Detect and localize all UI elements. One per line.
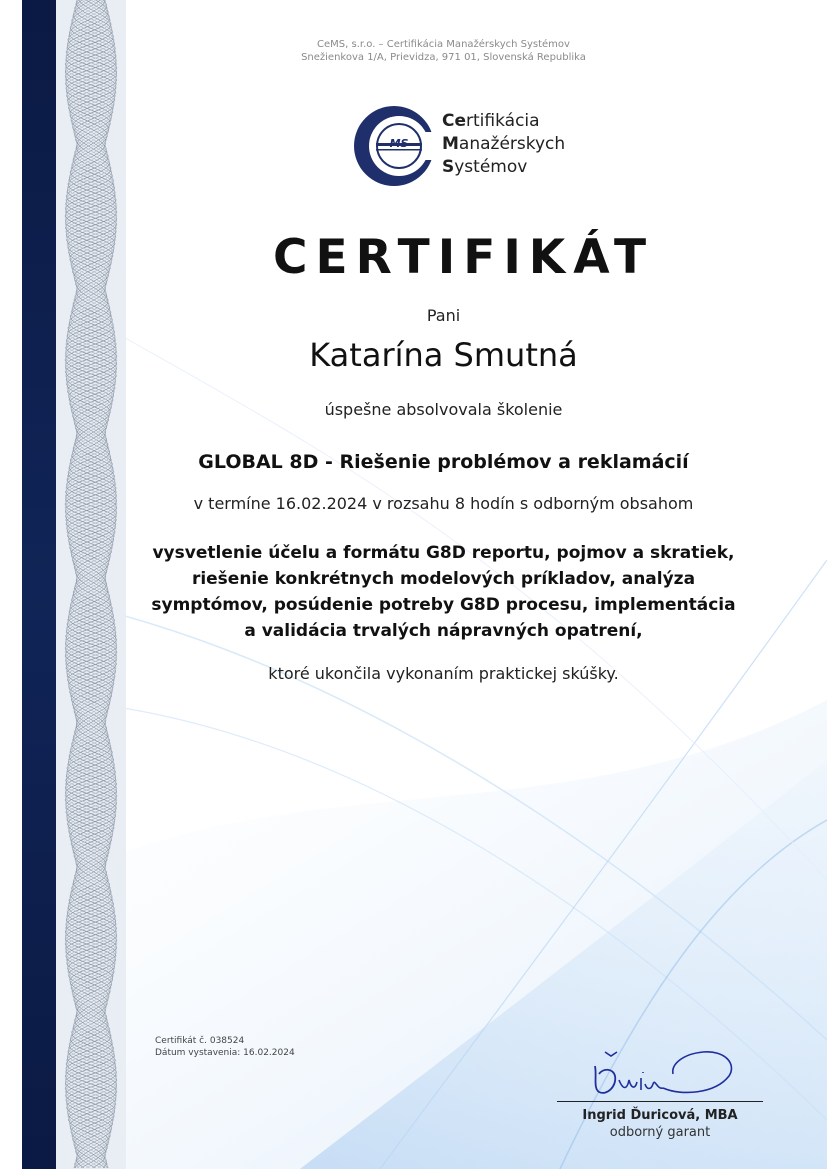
logo-line-1-rest: rtifikácia [466,111,540,131]
issuer-line-1: CeMS, s.r.o. – Certifikácia Manažérskych Systémov [317,39,570,50]
certificate-title: CERTIFIKÁT [272,230,655,285]
content-line: riešenie konkrétnych modelových príkladov, analýza [191,569,696,589]
recipient-name: Katarína Smutná [309,336,578,374]
certificate-number: Certifikát č. 038524 [155,1036,245,1046]
cems-logo-icon [352,104,436,188]
closing-text: ktoré ukončila vykonaním praktickej skúšky. [268,664,619,683]
issue-date: Dátum vystavenia: 16.02.2024 [155,1048,295,1058]
logo-line-2-initial: M [442,134,459,154]
course-title: GLOBAL 8D - Riešenie problémov a reklamácií [198,451,689,473]
signatory [557,1108,763,1140]
signature-line [557,1101,763,1102]
course-term: v termíne 16.02.2024 v rozsahu 8 hodín s odborným obsahom [193,494,694,513]
intro-text: úspešne absolvovala školenie [324,400,563,419]
signatory-role: odborný garant [609,1125,711,1140]
content-line: symptómov, posúdenie potreby G8D procesu, implementácia [151,595,736,615]
handwritten-signature-icon [585,1046,745,1102]
logo-line-2-rest: anažérskych [458,134,566,154]
issuer-header [60,38,827,64]
logo-line-3-rest: ystémov [454,157,528,177]
certificate-meta [155,1035,295,1059]
signatory-name: Ingrid Ďuricová, MBA [582,1108,738,1123]
logo-line-3-initial: S [442,157,455,177]
logo-emblem-text: MS [389,137,409,150]
logo-wordmark [442,110,565,179]
issuer-line-2: Snežienkova 1/A, Prievidza, 971 01, Slovenská Republika [301,52,586,63]
navy-side-bar [22,0,60,1169]
logo-line-1-initial: Ce [442,111,467,131]
content-line: a validácia trvalých nápravných opatrení, [244,621,643,641]
salutation: Pani [426,306,461,325]
left-margin [0,0,22,1169]
course-content [60,540,827,644]
content-line: vysvetlenie účelu a formátu G8D reportu, pojmov a skratiek, [152,543,735,563]
